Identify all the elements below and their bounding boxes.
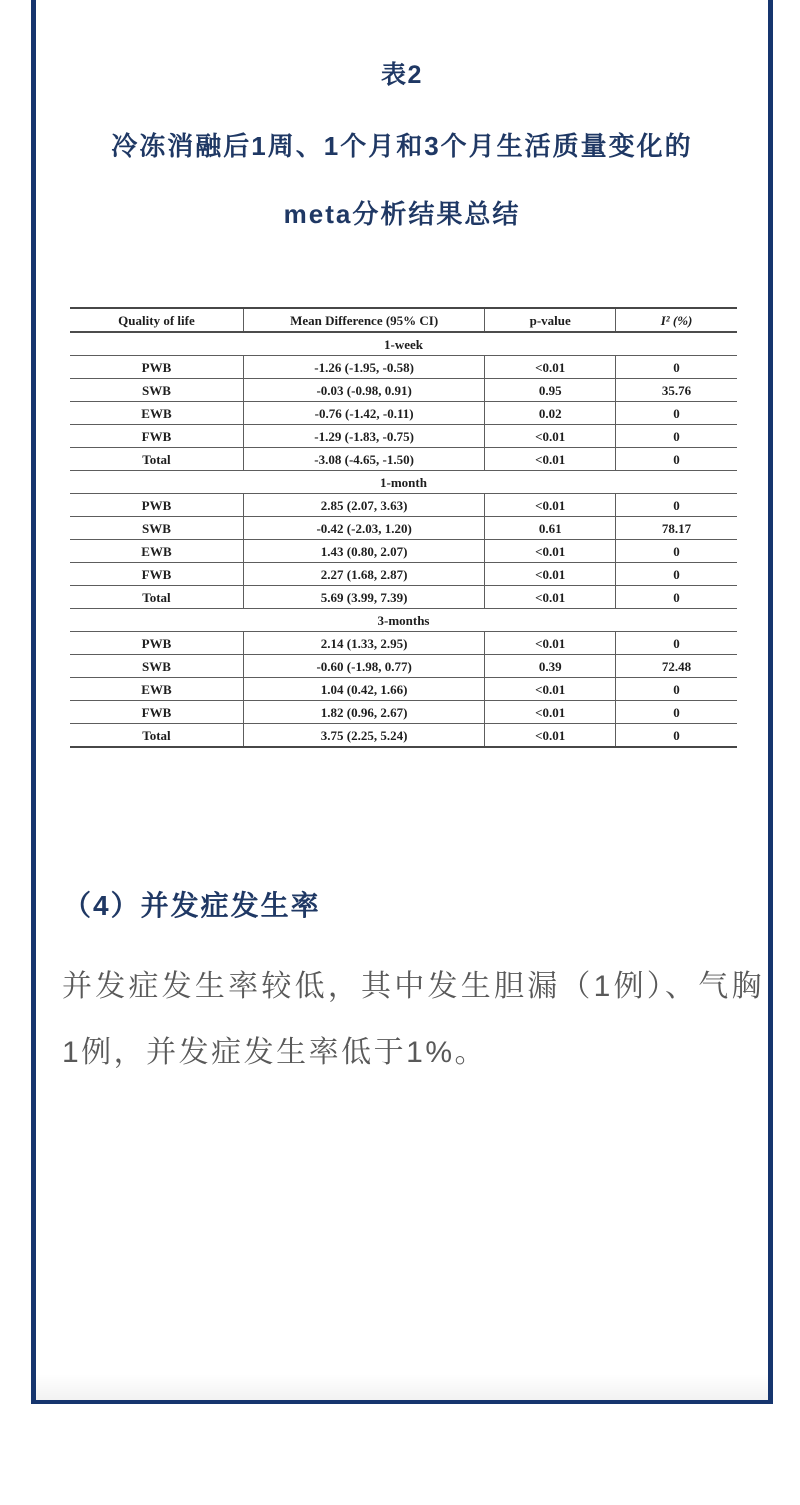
table-cell: -0.42 (-2.03, 1.20): [243, 517, 484, 540]
table-cell: 0: [616, 494, 737, 517]
column-header: Quality of life: [70, 308, 243, 332]
table-cell: 2.85 (2.07, 3.63): [243, 494, 484, 517]
section-label: 1-month: [70, 471, 737, 494]
table-row: [70, 356, 737, 379]
body-paragraph: 并发症发生率较低，其中发生胆漏（1例）、气胸1例，并发症发生率低于1%。: [62, 970, 764, 1069]
table-cell: 0.02: [485, 402, 616, 425]
table-cell: FWB: [70, 701, 243, 724]
table-cell: 78.17: [616, 517, 737, 540]
table-cell: <0.01: [485, 586, 616, 609]
table-cell: Total: [70, 448, 243, 471]
table-cell: PWB: [70, 356, 243, 379]
table-cell: SWB: [70, 517, 243, 540]
table-row: [70, 494, 737, 517]
table-cell: 0: [616, 724, 737, 748]
table-cell: 0: [616, 563, 737, 586]
table-subtitle-line1: 冷冻消融后1周、1个月和3个月生活质量变化的: [111, 131, 693, 161]
table-cell: 0: [616, 586, 737, 609]
table-cell: <0.01: [485, 448, 616, 471]
table-cell: Total: [70, 586, 243, 609]
table-cell: -0.76 (-1.42, -0.11): [243, 402, 484, 425]
table-row: [70, 540, 737, 563]
results-table-wrap: [70, 307, 737, 748]
table-row: [70, 678, 737, 701]
table-cell: 0: [616, 632, 737, 655]
table-cell: <0.01: [485, 724, 616, 748]
table-cell: FWB: [70, 563, 243, 586]
table-cell: Total: [70, 724, 243, 748]
table-cell: -0.03 (-0.98, 0.91): [243, 379, 484, 402]
table-cell: 2.14 (1.33, 2.95): [243, 632, 484, 655]
table-cell: 5.69 (3.99, 7.39): [243, 586, 484, 609]
table-cell: <0.01: [485, 678, 616, 701]
table-header: [70, 308, 737, 332]
table-cell: 2.27 (1.68, 2.87): [243, 563, 484, 586]
table-cell: <0.01: [485, 356, 616, 379]
table-cell: <0.01: [485, 563, 616, 586]
table-cell: -1.29 (-1.83, -0.75): [243, 425, 484, 448]
table-row: [70, 402, 737, 425]
table-cell: <0.01: [485, 540, 616, 563]
results-table: [70, 307, 737, 748]
table-cell: -3.08 (-4.65, -1.50): [243, 448, 484, 471]
table-cell: SWB: [70, 655, 243, 678]
table-row: [70, 724, 737, 748]
table-body: [70, 332, 737, 747]
table-cell: <0.01: [485, 494, 616, 517]
table-cell: 1.82 (0.96, 2.67): [243, 701, 484, 724]
table-cell: <0.01: [485, 425, 616, 448]
section-heading: （4）并发症发生率: [63, 890, 321, 921]
table-cell: EWB: [70, 540, 243, 563]
column-header: I² (%): [616, 308, 737, 332]
table-cell: -0.60 (-1.98, 0.77): [243, 655, 484, 678]
table-cell: 0: [616, 448, 737, 471]
table-row: [70, 563, 737, 586]
table-cell: PWB: [70, 494, 243, 517]
table-row: [70, 586, 737, 609]
table-row: [70, 379, 737, 402]
table-cell: SWB: [70, 379, 243, 402]
table-row: [70, 655, 737, 678]
table-cell: 0: [616, 540, 737, 563]
section-label: 1-week: [70, 332, 737, 356]
table-cell: EWB: [70, 402, 243, 425]
table-cell: 0: [616, 402, 737, 425]
table-cell: 0.61: [485, 517, 616, 540]
table-title: 表2: [381, 61, 423, 89]
table-row: [70, 448, 737, 471]
table-cell: 1.43 (0.80, 2.07): [243, 540, 484, 563]
table-cell: 0: [616, 356, 737, 379]
table-row: [70, 632, 737, 655]
table-cell: 72.48: [616, 655, 737, 678]
table-cell: 0: [616, 425, 737, 448]
table-row: [70, 701, 737, 724]
content-card: [31, 0, 773, 1404]
table-cell: 0.95: [485, 379, 616, 402]
table-cell: PWB: [70, 632, 243, 655]
table-cell: <0.01: [485, 632, 616, 655]
table-cell: -1.26 (-1.95, -0.58): [243, 356, 484, 379]
table-row: [70, 517, 737, 540]
table-cell: 0.39: [485, 655, 616, 678]
column-header: Mean Difference (95% CI): [243, 308, 484, 332]
table-cell: EWB: [70, 678, 243, 701]
table-cell: FWB: [70, 425, 243, 448]
table-cell: <0.01: [485, 701, 616, 724]
column-header: p-value: [485, 308, 616, 332]
table-row: [70, 425, 737, 448]
table-cell: 35.76: [616, 379, 737, 402]
table-cell: 1.04 (0.42, 1.66): [243, 678, 484, 701]
section-label: 3-months: [70, 609, 737, 632]
table-cell: 0: [616, 678, 737, 701]
table-cell: 3.75 (2.25, 5.24): [243, 724, 484, 748]
table-cell: 0: [616, 701, 737, 724]
table-subtitle-line2: meta分析结果总结: [283, 199, 521, 229]
